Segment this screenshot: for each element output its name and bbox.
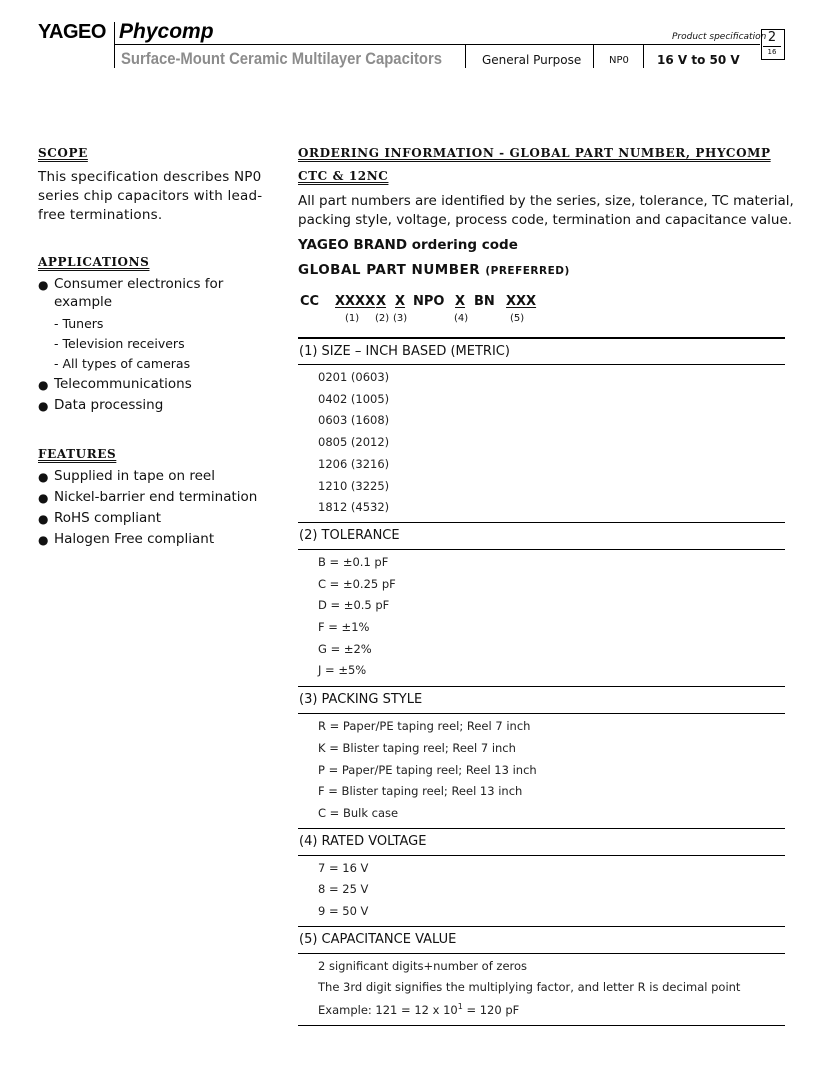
ordering-heading-line1: ORDERING INFORMATION - GLOBAL PART NUMBER, PHYCOMP (298, 146, 771, 160)
code-part-tolerance: X (376, 294, 387, 309)
packing-item: F = Blister taping reel; Reel 13 inch (318, 784, 523, 798)
bullet-icon: ● (38, 512, 49, 526)
tolerance-item: D = ±0.5 pF (318, 598, 390, 612)
application-item: Data processing (54, 397, 164, 413)
code-num: (5) (510, 313, 525, 324)
code-part-voltage: X (455, 294, 466, 309)
intro-line: All part numbers are identified by the series, size, tolerance, TC material, (298, 193, 794, 209)
code-part-capacitance: XXX (506, 294, 537, 309)
size-item: 0805 (2012) (318, 435, 390, 449)
example-prefix: Example: 121 = 12 x 10 (318, 1002, 458, 1017)
section-rule (298, 549, 785, 550)
section-rule (298, 828, 785, 829)
scope-line: series chip capacitors with lead- (38, 188, 263, 204)
voltage-item: 7 = 16 V (318, 861, 369, 875)
gpn-label: GLOBAL PART NUMBER (298, 262, 481, 278)
applications-heading: APPLICATIONS (38, 255, 150, 269)
bullet-icon: ● (38, 378, 49, 392)
packing-item: C = Bulk case (318, 806, 399, 820)
category-divider (593, 45, 594, 68)
code-num: (1) (345, 313, 360, 324)
ordering-intro (298, 192, 794, 230)
application-item: Telecommunications (54, 376, 192, 392)
title-divider (465, 45, 466, 68)
page-box-divider (763, 46, 781, 47)
voltage-heading: (4) RATED VOLTAGE (299, 834, 427, 849)
scope-line: free terminations. (38, 207, 163, 223)
yageo-logo: YAGEO (38, 21, 106, 43)
application-item: Consumer electronics for (54, 276, 224, 292)
capacitance-item: The 3rd digit signifies the multiplying factor, and letter R is decimal point (318, 980, 741, 994)
section-rule (298, 522, 785, 523)
intro-line: packing style, voltage, process code, termination and capacitance value. (298, 212, 793, 228)
size-item: 0402 (1005) (318, 392, 390, 406)
size-item: 1210 (3225) (318, 479, 390, 493)
page-total: 16 (767, 48, 777, 56)
packing-item: R = Paper/PE taping reel; Reel 7 inch (318, 719, 531, 733)
packing-heading: (3) PACKING STYLE (299, 692, 423, 707)
code-part: NPO (413, 294, 445, 309)
tolerance-item: J = ±5% (318, 663, 367, 677)
feature-item: Nickel-barrier end termination (54, 489, 258, 505)
section-rule (298, 926, 785, 927)
section-rule (298, 855, 785, 856)
code-num: (3) (393, 313, 408, 324)
scope-line: This specification describes NP0 (38, 169, 262, 185)
size-item: 0603 (1608) (318, 413, 390, 427)
application-subitem: - All types of cameras (54, 356, 191, 371)
code-part-size: XXXX (335, 294, 376, 309)
tolerance-item: B = ±0.1 pF (318, 555, 389, 569)
size-item: 0201 (0603) (318, 370, 390, 384)
tolerance-item: C = ±0.25 pF (318, 577, 396, 591)
feature-item: Supplied in tape on reel (54, 468, 215, 484)
section-rule (298, 1025, 785, 1026)
tolerance-item: G = ±2% (318, 642, 372, 656)
code-part-packing: X (395, 294, 406, 309)
section-rule (298, 364, 785, 365)
packing-item: K = Blister taping reel; Reel 7 inch (318, 741, 516, 755)
dielectric-label: NP0 (609, 55, 629, 66)
document-title: Surface-Mount Ceramic Multilayer Capacitors (121, 50, 443, 68)
tolerance-heading: (2) TOLERANCE (299, 528, 400, 543)
product-specification-label: Product specification (672, 32, 767, 42)
logo-divider (114, 22, 115, 68)
gpn-suffix: (PREFERRED) (485, 265, 570, 277)
dielectric-divider (643, 45, 644, 68)
code-num: (4) (454, 313, 469, 324)
application-subitem: - Television receivers (54, 336, 185, 351)
tolerance-item: F = ±1% (318, 620, 370, 634)
capacitance-heading: (5) CAPACITANCE VALUE (299, 932, 457, 947)
bullet-icon: ● (38, 533, 49, 547)
size-heading: (1) SIZE – INCH BASED (METRIC) (299, 344, 510, 359)
capacitance-example (318, 1002, 519, 1017)
bullet-icon: ● (38, 278, 49, 292)
section-rule (298, 953, 785, 954)
code-part: BN (474, 294, 495, 309)
section-rule (298, 713, 785, 714)
example-suffix: = 120 pF (462, 1002, 520, 1017)
header-rule (114, 44, 760, 45)
features-heading: FEATURES (38, 447, 117, 461)
code-num: (2) (375, 313, 390, 324)
section-rule (298, 337, 785, 339)
code-part: CC (300, 294, 320, 309)
packing-item: P = Paper/PE taping reel; Reel 13 inch (318, 763, 537, 777)
feature-item: Halogen Free compliant (54, 531, 215, 547)
ordering-heading-line2: CTC & 12NC (298, 169, 389, 183)
bullet-icon: ● (38, 470, 49, 484)
section-rule (298, 686, 785, 687)
application-subitem: - Tuners (54, 316, 104, 331)
voltage-range-label: 16 V to 50 V (657, 53, 740, 67)
feature-item: RoHS compliant (54, 510, 162, 526)
scope-heading: SCOPE (38, 146, 88, 160)
scope-text (38, 168, 262, 225)
bullet-icon: ● (38, 491, 49, 505)
capacitance-item: 2 significant digits+number of zeros (318, 959, 528, 973)
size-item: 1206 (3216) (318, 457, 390, 471)
category-label: General Purpose (482, 53, 582, 67)
example-exponent: 1 (457, 1002, 463, 1011)
bullet-icon: ● (38, 399, 49, 413)
gpn-label-wrap (298, 262, 570, 278)
voltage-item: 9 = 50 V (318, 904, 369, 918)
voltage-item: 8 = 25 V (318, 882, 369, 896)
page-number: 2 (767, 30, 777, 45)
application-item-cont: example (54, 294, 113, 310)
size-item: 1812 (4532) (318, 500, 390, 514)
phycomp-logo: Phycomp (119, 20, 214, 43)
brand-code-label: YAGEO BRAND ordering code (298, 237, 518, 253)
